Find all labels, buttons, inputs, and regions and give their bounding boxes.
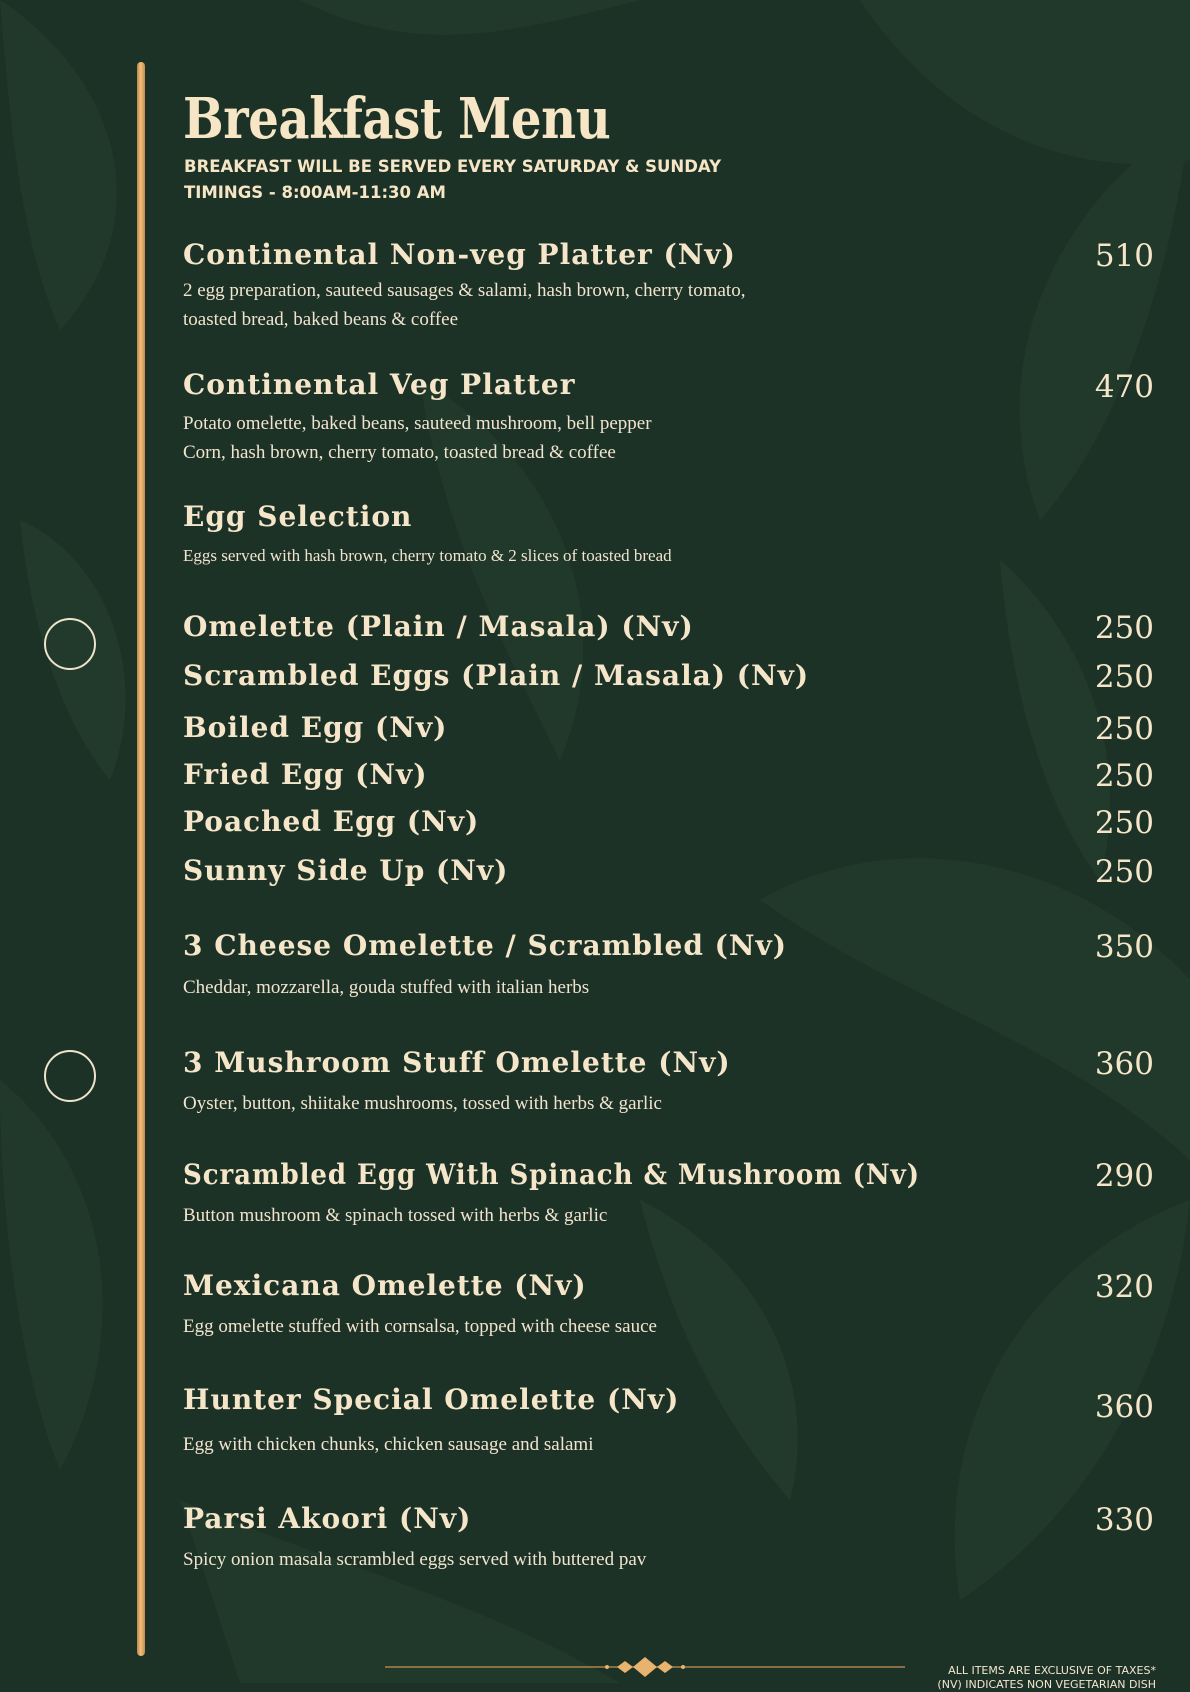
serving-days: BREAKFAST WILL BE SERVED EVERY SATURDAY & SUNDAY xyxy=(184,157,722,177)
menu-item-price: 350 xyxy=(1094,929,1154,965)
menu-item-name: Scrambled Eggs (Plain / Masala) (Nv) xyxy=(183,659,810,692)
binder-hole-top xyxy=(44,618,96,670)
menu-item-price: 250 xyxy=(1094,758,1154,794)
footer-notes xyxy=(937,1664,1156,1692)
menu-item-description: Corn, hash brown, cherry tomato, toasted bread & coffee xyxy=(183,442,616,463)
menu-section-heading: Egg Selection xyxy=(183,500,413,533)
diamond-ornament-divider xyxy=(385,1654,905,1680)
serving-timings: TIMINGS - 8:00AM-11:30 AM xyxy=(184,183,446,203)
menu-item-price: 290 xyxy=(1094,1158,1154,1194)
menu-item-price: 250 xyxy=(1094,610,1154,646)
menu-title: Breakfast Menu xyxy=(183,86,611,152)
menu-item-name: Hunter Special Omelette (Nv) xyxy=(183,1383,680,1416)
menu-item-name: Omelette (Plain / Masala) (Nv) xyxy=(183,610,694,643)
menu-item-name: Sunny Side Up (Nv) xyxy=(183,854,509,887)
menu-item-name: Parsi Akoori (Nv) xyxy=(183,1502,472,1535)
menu-item-price: 470 xyxy=(1094,369,1154,405)
menu-item-description: Egg omelette stuffed with cornsalsa, topped with cheese sauce xyxy=(183,1316,657,1337)
menu-item-name: Continental Veg Platter xyxy=(183,368,576,401)
binder-hole-bottom xyxy=(44,1050,96,1102)
menu-item-name: Scrambled Egg With Spinach & Mushroom (Nv) xyxy=(183,1158,920,1191)
menu-item-description: Cheddar, mozzarella, gouda stuffed with italian herbs xyxy=(183,977,590,998)
menu-item-name: 3 Mushroom Stuff Omelette (Nv) xyxy=(183,1046,731,1079)
nv-legend-note: (NV) INDICATES NON VEGETARIAN DISH xyxy=(937,1678,1156,1691)
tax-note: ALL ITEMS ARE EXCLUSIVE OF TAXES* xyxy=(948,1664,1156,1677)
menu-item-description: Oyster, button, shiitake mushrooms, tossed with herbs & garlic xyxy=(183,1093,662,1114)
menu-item-description: Potato omelette, baked beans, sauteed mushroom, bell pepper xyxy=(183,413,652,434)
menu-item-price: 250 xyxy=(1094,659,1154,695)
menu-item-price: 320 xyxy=(1094,1269,1154,1305)
menu-item-description: 2 egg preparation, sauteed sausages & salami, hash brown, cherry tomato, xyxy=(183,280,746,301)
menu-item-name: Boiled Egg (Nv) xyxy=(183,711,448,744)
menu-item-price: 250 xyxy=(1094,711,1154,747)
menu-item-name: Poached Egg (Nv) xyxy=(183,805,480,838)
menu-item-price: 250 xyxy=(1094,805,1154,841)
menu-item-price: 250 xyxy=(1094,854,1154,890)
menu-item-name: 3 Cheese Omelette / Scrambled (Nv) xyxy=(183,929,788,962)
menu-item-description: Button mushroom & spinach tossed with herbs & garlic xyxy=(183,1205,608,1226)
menu-item-description: Egg with chicken chunks, chicken sausage and salami xyxy=(183,1434,594,1455)
menu-item-price: 360 xyxy=(1094,1389,1154,1425)
menu-item-name: Fried Egg (Nv) xyxy=(183,758,428,791)
gold-rail xyxy=(137,62,145,1656)
menu-item-description: toasted bread, baked beans & coffee xyxy=(183,309,459,330)
menu-item-price: 330 xyxy=(1094,1502,1154,1538)
menu-item-price: 510 xyxy=(1094,238,1154,274)
menu-item-name: Mexicana Omelette (Nv) xyxy=(183,1269,587,1302)
menu-item-price: 360 xyxy=(1094,1046,1154,1082)
menu-item-name: Continental Non-veg Platter (Nv) xyxy=(183,238,736,271)
menu-item-description: Eggs served with hash brown, cherry tomato & 2 slices of toasted bread xyxy=(183,546,672,565)
menu-item-description: Spicy onion masala scrambled eggs served with buttered pav xyxy=(183,1549,647,1570)
